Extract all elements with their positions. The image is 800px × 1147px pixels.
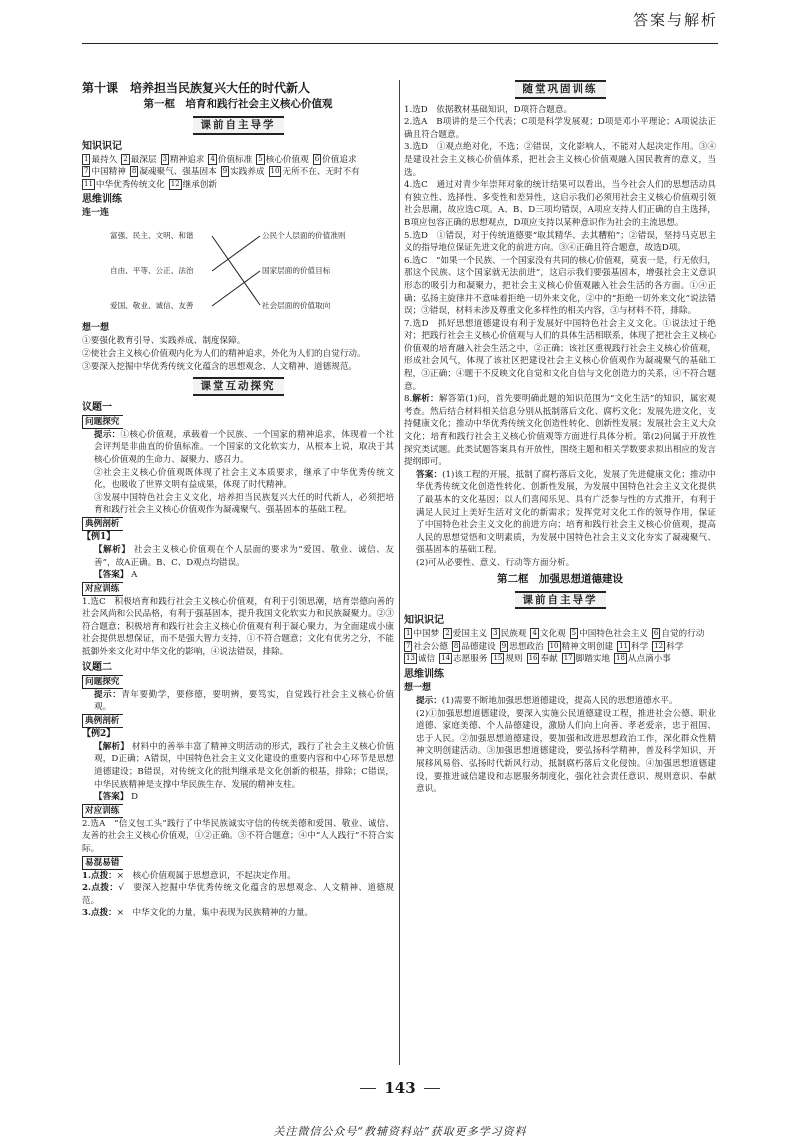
keyword-list-2 (404, 628, 716, 666)
banner-consolidation: 随堂巩固训练 (404, 80, 716, 99)
answer-item-8: 8.解析：解答第(1)问，首先要明确此题的知识范围为“文化生活”的知识，属宏观考查。然后结合材料相关信息分别从抵制落后文化、腐朽文化；发展先进文化，支持健康文化；推动中华优秀传统文化创造性转化、创新性发展；发展社会主义大众文化；培育和践行社会主义核心价值观等方面进行具体分析。第(2)问属于开放性探究类试题。此类试题答案具有开放性，围绕主题和相关学数要求拟出相应的发言提纲即可。 (404, 394, 716, 468)
keyword-number: 7 (406, 641, 411, 650)
example-1-label: 【例1】 (82, 531, 116, 542)
footer-note: 关注微信公众号“教辅资料站”获取更多学习资料 (273, 1125, 527, 1138)
keyword-number: 9 (501, 641, 507, 650)
keyword-item (443, 628, 487, 641)
header-rule (82, 43, 718, 44)
keyword-number: 4 (532, 629, 537, 638)
error-item: 3.点拨：× 中华文化的力量，集中表现为民族精神的力量。 (82, 908, 314, 919)
answer-item-8-answer: 答案：(1)该工程的开展，抵制了腐朽落后文化，发展了先进健康文化；推动中华优秀传统文化创造性转化、创新性发展，为发展中国特色社会主义文化提供了最基本的文化基因；以人们喜闻乐见、具有广泛参与性的方式推开，有利于满足人民过上美好生活对文化的新需求；发挥党对文化工作的领导作用，保证了中国特色社会主义文化的前进方向；培育和践行社会主义核心价值观，提高人民的思想觉悟和文明素质，为发展中国特色社会主义文化夯实了凝魂聚气、强基固本的基础工程。 (416, 469, 716, 556)
keyword-text: 奉献 (540, 654, 558, 665)
keyword-number: 4 (210, 154, 215, 163)
question-explore-tag: 问题探究 (82, 675, 123, 689)
keyword-item (82, 179, 165, 192)
keyword-text: 价值追求 (322, 154, 357, 165)
keyword-number: 6 (314, 154, 320, 163)
keyword-number: 14 (441, 654, 451, 663)
keyword-item (439, 653, 487, 666)
think-hint-1: 提示：(1)需要不断地加强思想道德建设，提高人民的思想道德水平。 (416, 695, 678, 706)
keyword-text: 诚信 (417, 654, 436, 665)
keyword-item (208, 154, 252, 167)
keyword-item (82, 154, 117, 167)
keyword-number: 12 (170, 179, 180, 188)
knowledge-heading: 知识识记 (82, 140, 122, 152)
keyword-text: 价值标准 (217, 154, 253, 165)
keyword-item (404, 641, 448, 654)
keyword-number: 2 (123, 154, 128, 163)
keyword-item (169, 179, 217, 192)
keyword-item (652, 641, 683, 654)
think-heading: 想一想 (82, 323, 110, 334)
keyword-item (491, 628, 526, 641)
right-column (404, 80, 716, 796)
keyword-number: 8 (453, 641, 459, 650)
error-item: 1.点拨：× 核心价值观属于思想意识，不起决定作用。 (82, 870, 296, 881)
banner-pre-study-2: 课前自主导学 (404, 591, 716, 610)
keyword-text: 自觉的行动 (661, 629, 705, 640)
example-2-answer: 【答案】 D (94, 792, 139, 803)
training-tag: 对应训练 (82, 582, 123, 596)
banner-class-interaction: 课堂互动探究 (82, 377, 394, 396)
keyword-number: 2 (445, 629, 450, 638)
keyword-text: 无所不在、无时不有 (282, 167, 360, 178)
keyword-number: 10 (270, 167, 280, 176)
diagram-left-1: 富强、民主、文明、和谐 (110, 231, 194, 241)
error-item: 2.点拨：√ 要深入挖掘中华优秀传统文化蕴含的思想观念、人文精神、道德规范。 (82, 883, 394, 906)
keyword-number: 1 (406, 629, 411, 638)
keyword-item (614, 653, 671, 666)
matching-diagram (82, 222, 394, 318)
keyword-item (404, 628, 439, 641)
keyword-item (500, 641, 544, 654)
keyword-text: 脚踏实地 (575, 654, 610, 665)
keyword-item (548, 641, 614, 654)
keyword-number: 3 (162, 154, 167, 163)
keyword-item (82, 166, 126, 179)
topic1-hint-3: ③发展中国特色社会主义文化，培养担当民族复兴大任的时代新人，必须把培育和践行社会主义核心价值观作为凝魂聚气、强基固本的基础工程。 (94, 492, 394, 516)
thinking-heading: 思维训练 (82, 194, 122, 206)
keyword-text: 志愿服务 (453, 654, 488, 665)
answer-item-8-answer-2: (2)可从必要性、意义、行动等方面分析。 (416, 557, 575, 568)
keyword-number: 15 (493, 654, 503, 663)
training-tag: 对应训练 (82, 804, 123, 818)
keyword-item (652, 628, 704, 641)
keyword-item (313, 154, 357, 167)
keyword-number: 16 (528, 654, 538, 663)
keyword-text: 凝魂聚气、强基固本 (139, 167, 217, 178)
topic2-hint: 提示：青年要勤学，要修德，要明辨，要笃实，自觉践行社会主义核心价值观。 (94, 689, 394, 713)
knowledge-heading-2: 知识识记 (404, 615, 444, 627)
answer-item: 5.选D ①错误，对于传统道德要“取其精华、去其糟粕”；②错误，坚持马克思主义的指导地位保证先进文化的前进方向。③④正确且符合题意，故选D项。 (404, 230, 716, 254)
keyword-text: 中国精神 (91, 167, 126, 178)
diagram-right-2: 国家层面的价值目标 (262, 266, 331, 276)
answer-item: 4.选C 通过对青少年崇拜对象的统计结果可以看出，当今社会人们的思想活动具有独立性、选择性、多变性和差异性，这启示我们必须用社会主义核心价值观引领社会思潮，故应选C项。A、B、D三项均错误，A项应支持人们正确的自主选择，B项应包容正确的思想观点，D项应支持以某种意识作为社会的主流思想。 (404, 180, 716, 228)
keyword-item (570, 628, 648, 641)
diagram-left-3: 爱国、敬业、诚信、友善 (110, 301, 194, 311)
keyword-text: 文化观 (539, 629, 566, 640)
keyword-text: 社会公德 (413, 641, 448, 652)
keyword-text: 中华优秀传统文化 (95, 179, 165, 190)
keyword-number: 18 (616, 654, 625, 663)
keyword-item (121, 154, 156, 167)
answer-item: 1.选D 依据教材基础知识，D项符合题意。 (404, 104, 573, 115)
header-title: 答案与解析 (632, 11, 718, 29)
diagram-left-2: 自由、平等、公正、法治 (110, 266, 194, 276)
training-item-2: 2.选A “信义包工头”践行了中华民族诚实守信的传统美德和爱国、敬业、诚信、友善的社会主义核心价值观，①②正确。③不符合题意；④中“人人践行”不符合实际。 (82, 818, 394, 854)
keyword-text: 最持久 (91, 154, 118, 165)
keyword-number: 5 (258, 154, 263, 163)
keyword-number: 11 (619, 641, 628, 650)
keyword-number: 5 (571, 629, 577, 638)
section-title: 第一框 培育和践行社会主义核心价值观 (143, 98, 333, 110)
keyword-text: 品德建设 (461, 641, 496, 652)
keyword-number: 8 (131, 167, 137, 176)
keyword-item (452, 641, 496, 654)
left-column (82, 80, 394, 920)
topic1-hint: 提示：①核心价值观，承载着一个民族、一个国家的精神追求，体现着一个社会评判是非曲直的价值标准。一个国家的文化软实力，从根本上说，取决于其核心价值观的生命力、凝聚力、感召力。 (94, 429, 394, 465)
keyword-item (221, 166, 265, 179)
answer-item: 6.选C “如果一个民族、一个国家没有共同的核心价值观，莫衷一是，行无依归，那这个民族、这个国家就无法前进”，这启示我们要强基固本，增强社会主义意识形态的吸引力和凝聚力，把社会主义核心价值观融入社会生活的各方面。①④正确；弘扬主旋律并不意味着拒绝一切外来文化，②中的“拒绝一切外来文化”说法错误；③错误，材料未涉及尊重文化多样性的相关内容，③与材料不符，排除。 (404, 255, 716, 317)
lesson-title: 第十课 培养担当民族复兴大任的时代新人 (82, 81, 311, 95)
think-item: ②使社会主义核心价值观内化为人们的精神追求，外化为人们的自觉行动。 (82, 348, 366, 359)
keyword-text: 爱国主义 (452, 629, 488, 640)
keyword-item (404, 653, 435, 666)
keyword-text: 科学 (631, 641, 649, 652)
keyword-text: 精神文明创建 (561, 641, 614, 652)
keyword-number: 6 (653, 629, 659, 638)
example-1-answer: 【答案】 A (94, 570, 138, 581)
case-analysis-tag: 典例剖析 (82, 517, 123, 531)
answer-item: 2.选A B项讲的是三个代表；C项是科学发展观；D项是邓小平理论；A项说法正确且符合题意。 (404, 117, 716, 140)
diagram-right-3: 社会层面的价值取向 (262, 301, 331, 311)
keyword-text: 实践养成 (230, 167, 265, 178)
think-heading-2: 想一想 (404, 682, 432, 693)
keyword-item (130, 166, 217, 179)
keyword-number: 1 (84, 154, 89, 163)
keyword-number: 12 (654, 641, 664, 650)
diagram-right-1: 公民个人层面的价值准则 (262, 231, 346, 241)
match-line-2 (212, 236, 260, 271)
topic1-hint-2: ②社会主义核心价值观既体现了社会主义本质要求，继承了中华优秀传统文化，也吸收了世界文明有益成果，体现了时代精神。 (94, 467, 394, 491)
keyword-item (491, 653, 522, 666)
topic-two-heading: 议题二 (82, 661, 112, 673)
example-2-analysis: 【解析】 材料中的善举丰富了精神文明活动的形式，践行了社会主义核心价值观，D正确；A错误，中国特色社会主义文化建设的重要内容和中心环节是思想道德建设；B错误，对传统文化的批判继承是文化创新的根基，排除；C错误，中华民族精神是支撑中华民族生存、发展的精神支柱。 (94, 741, 394, 790)
answer-item: 3.选D ①观点绝对化，不选；②错误，文化影响人，不能对人起决定作用。③④是建设社会主义核心价值体系，把社会主义核心价值观融入国民教育的意义，当选。 (404, 142, 716, 178)
keyword-item (562, 653, 610, 666)
keyword-text: 从点滴小事 (627, 654, 671, 665)
page-number: 143 (0, 1082, 800, 1095)
keyword-number: 7 (84, 167, 89, 176)
keyword-text: 中国特色社会主义 (579, 629, 648, 640)
think-hint-2: (2)①加强思想道德建设，要深入实施公民道德建设工程，推进社会公德、职业道德、家庭美德、个人品德建设，激励人们向上向善、孝老爱亲，忠于祖国、忠于人民。②加强思想道德建设，要加强和改进思想政治工作，深化群众性精神文明创建活动。③加强思想道德建设，要弘扬科学精神，普及科学知识，开展移风易俗、弘扬时代新风行动，抵制腐朽落后文化侵蚀。④加强思想道德建设，要推进诚信建设和志愿服务制度化，强化社会责任意识、规则意识、奉献意识。 (416, 708, 716, 795)
example-1-analysis: 【解析】 社会主义核心价值观在个人层面的要求为“爱国、敬业、诚信、友善”，故A正确。B、C、D观点均错误。 (94, 544, 394, 568)
keyword-text: 精神追求 (170, 154, 205, 165)
case-analysis-tag: 典例剖析 (82, 714, 123, 728)
keyword-list (82, 154, 394, 192)
think-item: ③要深入挖掘中华优秀传统文化蕴含的思想观念、人文精神、道德规范。 (82, 361, 358, 372)
keyword-text: 中国梦 (413, 629, 440, 640)
topic-one-heading: 议题一 (82, 401, 112, 413)
section-2-title: 第二框 加强思想道德建设 (497, 572, 623, 585)
question-explore-tag: 问题探究 (82, 415, 123, 429)
keyword-text: 科学 (666, 641, 684, 652)
keyword-number: 17 (563, 654, 573, 663)
keyword-text: 规则 (505, 654, 523, 665)
match-line-1 (212, 236, 260, 305)
connect-heading: 连一连 (82, 208, 110, 219)
keyword-number: 3 (493, 629, 498, 638)
training-item-1: 1.选C 积极培育和践行社会主义核心价值观，有利于引领思潮，培育崇德向善的社会风尚和公民品格，有利于强基固本，提升我国文化软实力和民族凝聚力。②③符合题意；积极培育和践行社会主义核心价值观有利于凝心聚力，为全面建成小康社会提供思想保证，而不是强大智力支持，①不符合题意；文化有优劣之分，不能抵御外来文化对中华文化的影响，④说法错误，排除。 (82, 596, 394, 658)
keyword-item (530, 628, 565, 641)
page-header (0, 0, 800, 44)
keyword-text: 最深层 (130, 154, 157, 165)
banner-pre-study: 课前自主导学 (82, 116, 394, 135)
think-item: ①要强化教育引导、实践养成、制度保障。 (82, 336, 246, 347)
answer-item: 7.选D 抓好思想道德建设有利于发展好中国特色社会主义文化。①说法过于绝对；把践行社会主义核心价值观与人们的具体生活相联系，体现了把社会主义核心价值观的培育融入社会生活之中，②正确；该社区重视践行社会主义核心价值观，形成社会风气，体现了该社区把建设社会主义核心价值观作为凝魂聚气的基础工程，③正确；④题干不反映文化自觉和文化自信与文化创造力的关系，④不符合题意。 (404, 318, 716, 392)
keyword-item (527, 653, 558, 666)
thinking-heading-2: 思维训练 (404, 668, 444, 680)
column-divider (399, 80, 400, 1065)
keyword-number: 11 (84, 179, 93, 188)
keyword-item (269, 166, 360, 179)
example-2-label: 【例2】 (82, 728, 116, 739)
keyword-number: 13 (406, 654, 415, 663)
keyword-item (617, 641, 648, 654)
keyword-text: 继承创新 (182, 179, 217, 190)
keyword-number: 9 (222, 167, 228, 176)
keyword-text: 思想政治 (509, 641, 544, 652)
keyword-text: 核心价值观 (265, 154, 309, 165)
keyword-text: 民族观 (500, 629, 527, 640)
match-line-3 (212, 271, 260, 306)
keyword-item (161, 154, 205, 167)
keyword-number: 10 (549, 641, 559, 650)
keyword-item (256, 154, 308, 167)
errors-tag: 易混易错 (82, 856, 123, 870)
